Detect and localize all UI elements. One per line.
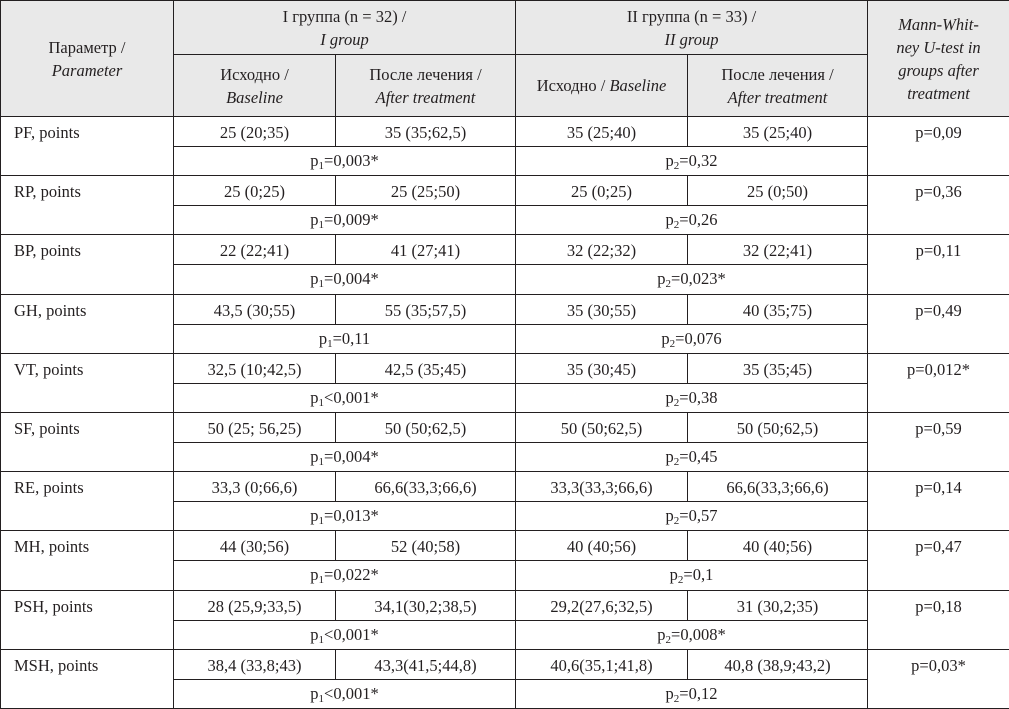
p2-label: p [665,210,674,230]
mann-whitney-cell: p=0,18 [868,590,1009,649]
g1-baseline-cell: 22 (22;41) [174,235,336,265]
p2-value-cell [516,620,868,649]
g2-after-cell: 40,8 (38,9;43,2) [688,649,868,679]
p1-value-cell [174,147,516,176]
p1-value: =0,003* [324,151,379,171]
p1-value: <0,001* [324,683,379,703]
p2-value: =0,1 [683,565,714,585]
mann-whitney-cell: p=0,012* [868,353,1009,412]
parameter-cell: GH, points [1,294,174,353]
p1-label: p [310,151,319,171]
g2-after-cell: 31 (30,2;35) [688,590,868,620]
header-g1-baseline [174,55,336,117]
g2-baseline-cell: 25 (0;25) [516,176,688,206]
p2-label: p [665,151,674,171]
p2-subscript: 2 [673,692,680,705]
g2-baseline-cell: 33,3(33,3;66,6) [516,472,688,502]
p1-label: p [318,328,328,348]
g2-after-cell: 40 (35;75) [688,294,868,324]
table-body [1,117,1009,709]
parameter-cell: PSH, points [1,590,174,649]
table-row [1,353,1009,383]
parameter-cell: BP, points [1,235,174,294]
mann-whitney-cell: p=0,47 [868,531,1009,590]
p2-subscript: 2 [665,278,672,291]
p2-label: p [657,269,666,289]
mann-whitney-cell: p=0,11 [868,235,1009,294]
g1-baseline-cell: 50 (25; 56,25) [174,412,336,442]
table-row [1,649,1009,679]
p1-value-cell [174,206,516,235]
g1-after-cell: 66,6(33,3;66,6) [336,472,516,502]
p1-label: p [310,269,319,289]
p2-subscript: 2 [673,515,680,528]
p1-value-cell [174,265,516,294]
g1-after-cell: 34,1(30,2;38,5) [336,590,516,620]
p2-label: p [669,565,678,585]
p2-value-cell [516,265,868,294]
g2-baseline-cell: 35 (25;40) [516,117,688,147]
parameter-cell: PF, points [1,117,174,176]
g2-after-cell: 50 (50;62,5) [688,412,868,442]
p2-subscript: 2 [669,337,676,350]
header-mw-line3: groups after [898,60,979,80]
table-row [1,590,1009,620]
header-parameter-en: Parameter [51,60,123,80]
header-g2-after-en: After treatment [727,87,828,107]
table-row [1,412,1009,442]
parameter-cell: VT, points [1,353,174,412]
p1-subscript: 1 [318,515,325,528]
mann-whitney-cell: p=0,14 [868,472,1009,531]
p2-value: =0,26 [679,210,718,230]
p1-value-cell [174,443,516,472]
mann-whitney-cell: p=0,36 [868,176,1009,235]
p2-value-cell [516,561,868,590]
p2-value-cell [516,679,868,708]
g1-baseline-cell: 38,4 (33,8;43) [174,649,336,679]
p1-subscript: 1 [318,396,325,409]
g1-after-cell: 35 (35;62,5) [336,117,516,147]
p1-value: =0,11 [332,328,371,348]
p2-subscript: 2 [673,396,680,409]
p2-value-cell [516,443,868,472]
header-group1-ru: I группа (n = 32) / [282,6,407,26]
p2-label: p [665,683,674,703]
p1-subscript: 1 [318,160,325,173]
p1-value: =0,004* [324,447,379,467]
p1-value-cell [174,620,516,649]
g1-after-cell: 41 (27;41) [336,235,516,265]
header-group1 [174,1,516,55]
p2-value: =0,45 [679,447,718,467]
p2-label: p [657,624,666,644]
g2-after-cell: 35 (25;40) [688,117,868,147]
p2-value: =0,076 [675,328,722,348]
header-mann-whitney [868,1,1009,117]
p2-value: =0,008* [671,624,726,644]
header-group1-en: I group [320,29,369,49]
p1-label: p [310,506,319,526]
p2-value: =0,32 [679,151,718,171]
g1-after-cell: 43,3(41,5;44,8) [336,649,516,679]
g1-after-cell: 42,5 (35;45) [336,353,516,383]
g1-after-cell: 55 (35;57,5) [336,294,516,324]
mann-whitney-cell: p=0,03* [868,649,1009,708]
g2-after-cell: 32 (22;41) [688,235,868,265]
header-g1-baseline-ru: Исходно / [220,64,289,84]
header-parameter-ru: Параметр / [48,37,126,57]
p1-value: <0,001* [324,624,379,644]
p1-subscript: 1 [318,456,325,469]
p2-value-cell [516,147,868,176]
g1-baseline-cell: 25 (20;35) [174,117,336,147]
p1-subscript: 1 [318,574,325,587]
g2-after-cell: 40 (40;56) [688,531,868,561]
parameter-cell: MSH, points [1,649,174,708]
g1-after-cell: 52 (40;58) [336,531,516,561]
p1-value-cell [174,324,516,353]
p2-subscript: 2 [673,219,680,232]
p2-value-cell [516,324,868,353]
p1-value: =0,004* [324,269,379,289]
p2-subscript: 2 [673,456,680,469]
g1-baseline-cell: 33,3 (0;66,6) [174,472,336,502]
g2-baseline-cell: 50 (50;62,5) [516,412,688,442]
p1-value-cell [174,502,516,531]
g2-baseline-cell: 32 (22;32) [516,235,688,265]
table-row [1,294,1009,324]
header-g1-after [336,55,516,117]
mann-whitney-cell: p=0,49 [868,294,1009,353]
mann-whitney-cell: p=0,09 [868,117,1009,176]
p2-value: =0,57 [679,506,718,526]
header-g1-after-ru: После лечения / [369,64,482,84]
g1-baseline-cell: 44 (30;56) [174,531,336,561]
g1-baseline-cell: 43,5 (30;55) [174,294,336,324]
header-parameter [1,1,174,117]
p2-value: =0,38 [679,387,718,407]
mann-whitney-cell: p=0,59 [868,412,1009,471]
g2-baseline-cell: 40,6(35,1;41,8) [516,649,688,679]
g1-after-cell: 25 (25;50) [336,176,516,206]
p1-subscript: 1 [318,278,325,291]
p1-value-cell [174,561,516,590]
g2-baseline-cell: 35 (30;45) [516,353,688,383]
table-row [1,235,1009,265]
parameter-cell: MH, points [1,531,174,590]
g1-after-cell: 50 (50;62,5) [336,412,516,442]
p1-value-cell [174,383,516,412]
table-row [1,472,1009,502]
header-group2-ru: II группа (n = 33) / [626,6,757,26]
p1-subscript: 1 [318,633,325,646]
p2-value: =0,12 [679,683,718,703]
p2-subscript: 2 [665,633,672,646]
p1-value: =0,013* [324,506,379,526]
p2-value: =0,023* [671,269,726,289]
parameter-cell: RP, points [1,176,174,235]
parameter-cell: SF, points [1,412,174,471]
header-g2-baseline-ru: Исходно / [536,76,610,95]
g2-after-cell: 35 (35;45) [688,353,868,383]
g1-baseline-cell: 28 (25,9;33,5) [174,590,336,620]
p2-value-cell [516,383,868,412]
header-group2 [516,1,868,55]
p1-label: p [310,210,319,230]
header-mw-line1: Mann-Whit- [898,14,979,34]
header-g1-after-en: After treatment [375,87,476,107]
p2-label: p [665,387,674,407]
p1-label: p [310,447,319,467]
g2-after-cell: 66,6(33,3;66,6) [688,472,868,502]
p2-label: p [665,447,674,467]
p1-subscript: 1 [327,337,333,350]
p1-label: p [310,387,319,407]
g2-baseline-cell: 29,2(27,6;32,5) [516,590,688,620]
p2-subscript: 2 [673,160,680,173]
g2-baseline-cell: 35 (30;55) [516,294,688,324]
header-g2-baseline [516,55,688,117]
header-g2-after [688,55,868,117]
parameter-cell: RE, points [1,472,174,531]
p1-value: =0,022* [324,565,379,585]
p2-value-cell [516,502,868,531]
p1-value-cell [174,679,516,708]
table-row [1,176,1009,206]
header-g2-baseline-en: Baseline [609,76,667,95]
header-group2-en: II group [664,29,719,49]
p2-label: p [665,506,674,526]
p1-label: p [310,624,319,644]
p1-value: =0,009* [324,210,379,230]
p1-label: p [310,683,319,703]
p2-label: p [661,328,670,348]
p2-value-cell [516,206,868,235]
p2-subscript: 2 [677,574,684,587]
header-g1-baseline-en: Baseline [226,87,283,107]
g1-baseline-cell: 25 (0;25) [174,176,336,206]
header-g2-after-ru: После лечения / [721,64,834,84]
g1-baseline-cell: 32,5 (10;42,5) [174,353,336,383]
p1-subscript: 1 [318,219,325,232]
header-mw-line2: ney U-test in [896,37,981,57]
p1-label: p [310,565,319,585]
p1-value: <0,001* [324,387,379,407]
g2-after-cell: 25 (0;50) [688,176,868,206]
table-row [1,531,1009,561]
g2-baseline-cell: 40 (40;56) [516,531,688,561]
p1-subscript: 1 [318,692,325,705]
header-mw-line4: treatment [907,83,970,103]
table-row [1,117,1009,147]
